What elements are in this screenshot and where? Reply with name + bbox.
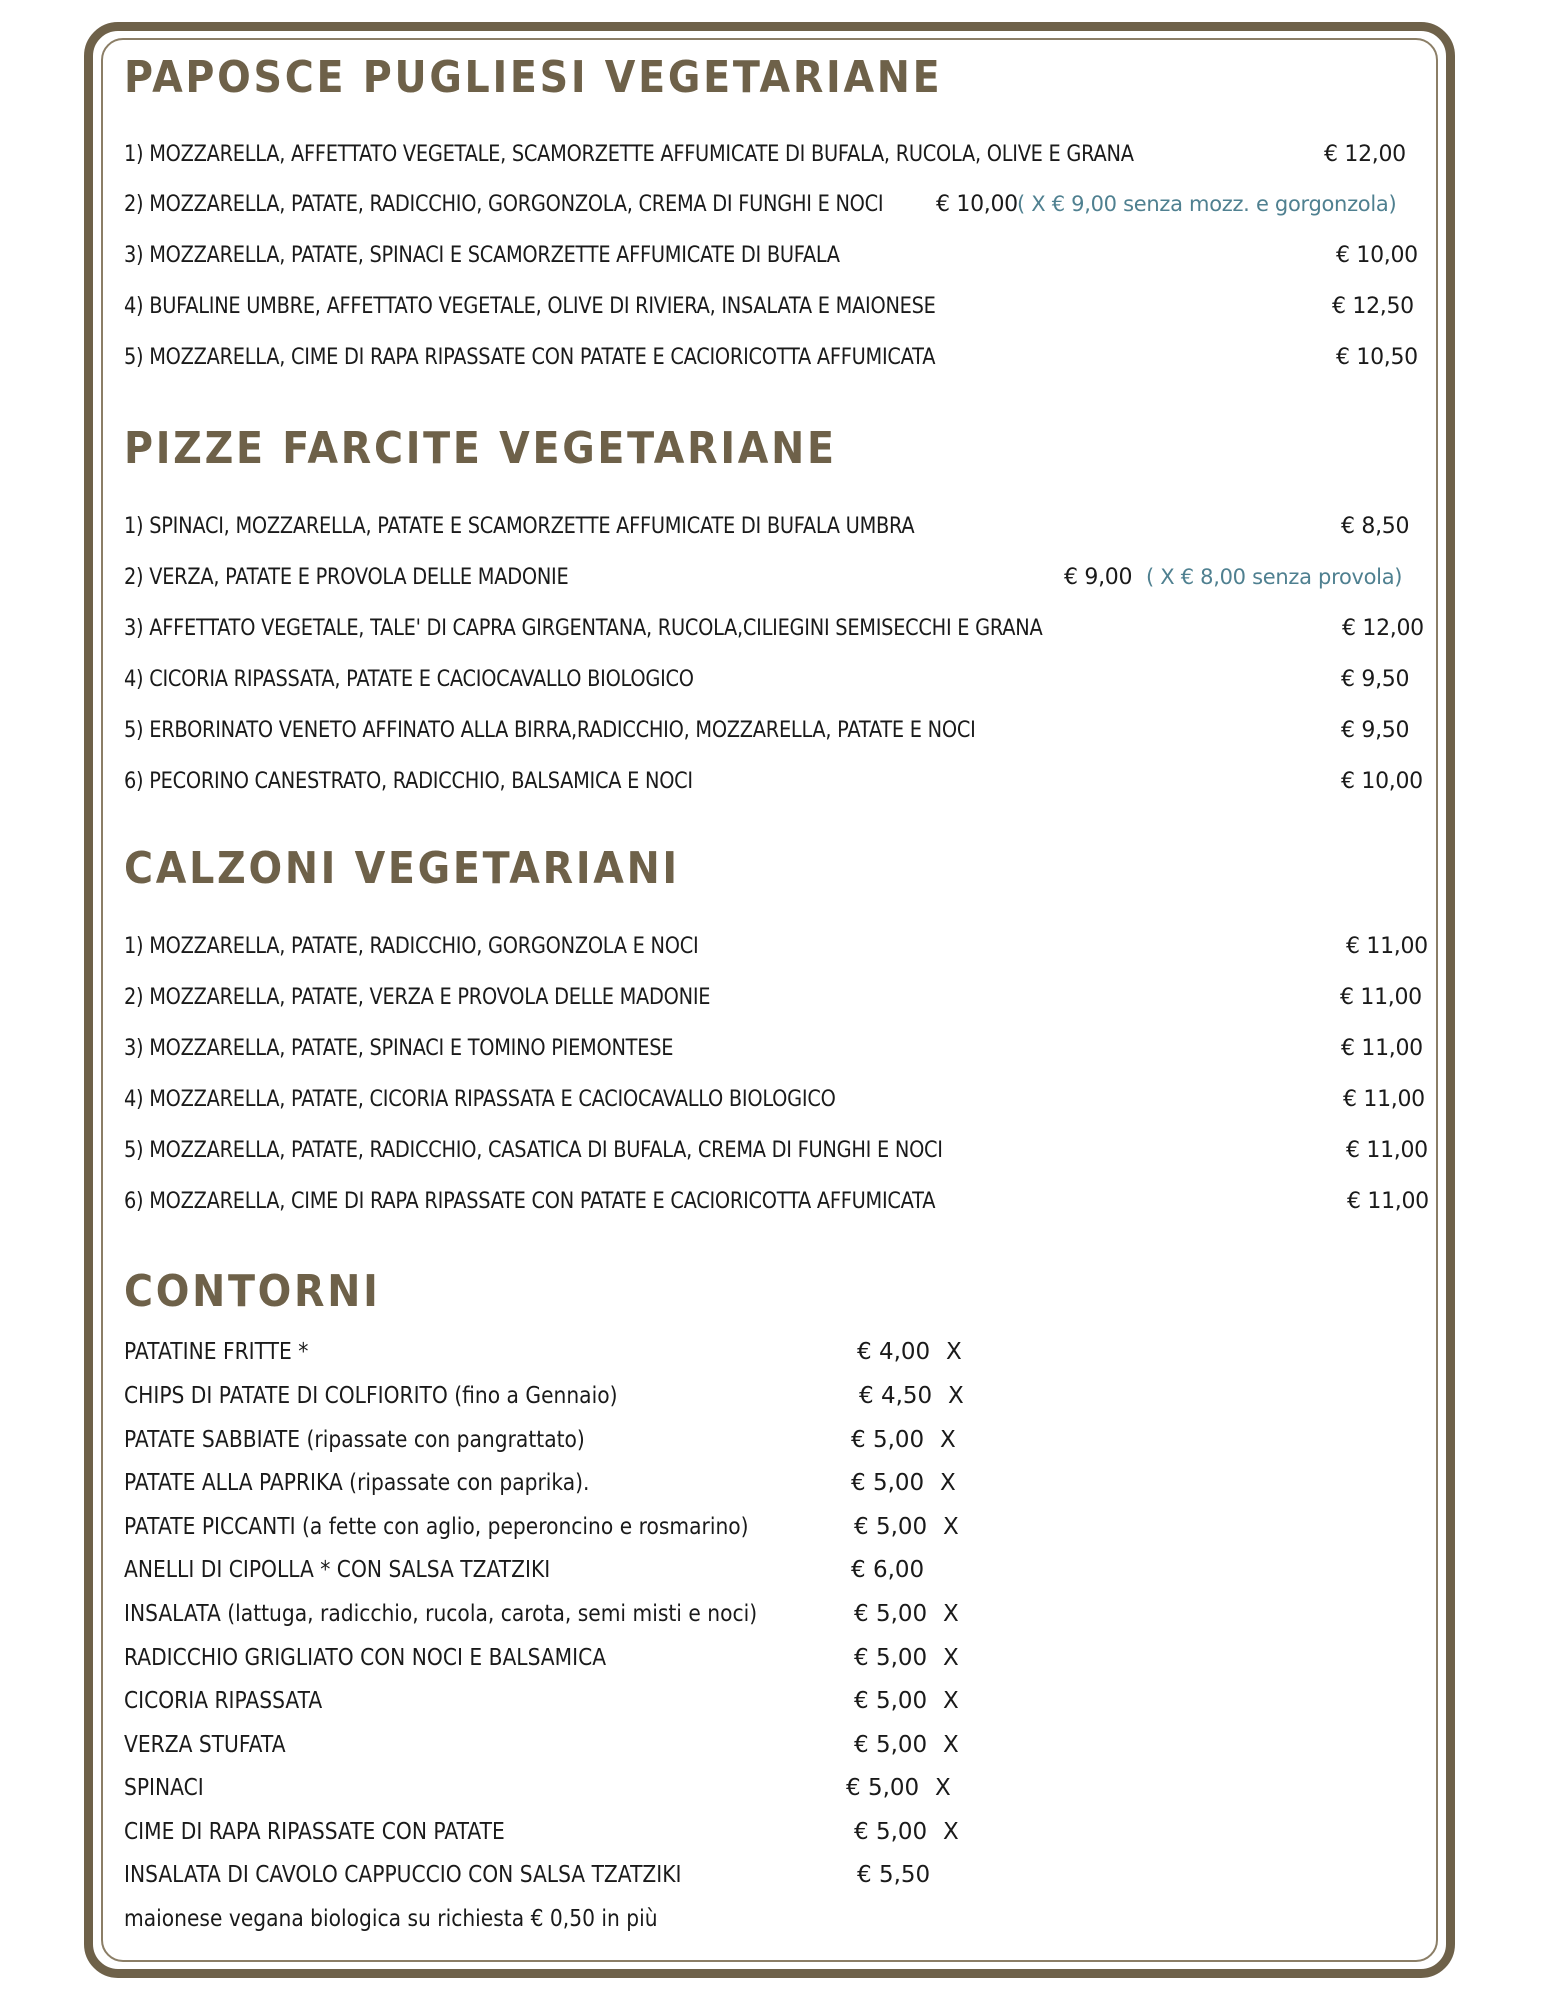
item-name: 2) MOZZARELLA, PATATE, VERZA E PROVOLA DELLE MADONIE — [124, 985, 711, 1010]
menu-item — [124, 667, 1414, 703]
item-price: € 5,00 — [851, 1427, 925, 1453]
item-name: 3) MOZZARELLA, PATATE, SPINACI E SCAMORZETTE AFFUMICATE DI BUFALA — [124, 243, 840, 268]
item-price: € 9,50 — [1341, 667, 1410, 692]
item-name: 3) MOZZARELLA, PATATE, SPINACI E TOMINO PIEMONTESE — [124, 1036, 674, 1061]
item-mark: X — [940, 1427, 956, 1453]
menu-item — [124, 1036, 1423, 1072]
item-name: PATATE PICCANTI (a fette con aglio, peperoncino e rosmarino) — [124, 1514, 749, 1540]
menu-item — [124, 985, 1422, 1021]
item-price: € 5,00 — [854, 1645, 928, 1671]
menu-item — [124, 934, 1428, 970]
item-name: 5) MOZZARELLA, PATATE, RADICCHIO, CASATICA DI BUFALA, CREMA DI FUNGHI E NOCI — [124, 1138, 943, 1163]
item-price: € 10,00 — [1341, 769, 1423, 794]
item-price: € 10,50 — [1336, 345, 1418, 370]
item-price: € 12,50 — [1332, 294, 1414, 319]
item-mark: X — [946, 1339, 962, 1365]
item-name: 4) MOZZARELLA, PATATE, CICORIA RIPASSATA E CACIOCAVALLO BIOLOGICO — [124, 1087, 836, 1112]
section-title-pizze-farcite: PIZZE FARCITE VEGETARIANE — [124, 423, 837, 474]
item-name: 1) MOZZARELLA, PATATE, RADICCHIO, GORGONZOLA E NOCI — [124, 934, 699, 959]
side-item — [124, 1339, 1124, 1375]
item-mark: X — [940, 1470, 956, 1496]
item-price: € 5,00 — [854, 1732, 928, 1758]
item-price: € 4,50 — [859, 1383, 933, 1409]
side-item — [124, 1514, 1124, 1550]
item-name: INSALATA (lattuga, radicchio, rucola, carota, semi misti e noci) — [124, 1601, 758, 1627]
side-item — [124, 1862, 1124, 1898]
footnote: maionese vegana biologica su richiesta € 0,50 in più — [124, 1906, 658, 1932]
item-price: € 10,00 — [936, 192, 1018, 217]
side-item — [124, 1427, 1124, 1463]
side-item — [124, 1383, 1124, 1419]
item-price: € 4,00 — [857, 1339, 931, 1365]
item-name: 2) MOZZARELLA, PATATE, RADICCHIO, GORGONZOLA, CREMA DI FUNGHI E NOCI — [124, 192, 884, 217]
item-price: € 11,00 — [1347, 1189, 1429, 1214]
item-name: CICORIA RIPASSATA — [124, 1688, 323, 1714]
item-note: ( X € 8,00 senza provola) — [1146, 565, 1403, 589]
menu-item — [124, 1138, 1428, 1174]
item-mark: X — [943, 1819, 959, 1845]
item-name: 5) ERBORINATO VENETO AFFINATO ALLA BIRRA,RADICCHIO, MOZZARELLA, PATATE E NOCI — [124, 718, 976, 743]
menu-item — [124, 1189, 1429, 1225]
item-price: € 5,00 — [851, 1470, 925, 1496]
item-mark: X — [943, 1514, 959, 1540]
item-name: PATATINE FRITTE * — [124, 1339, 309, 1365]
side-item — [124, 1732, 1124, 1768]
item-name: SPINACI — [124, 1775, 204, 1801]
item-price: € 11,00 — [1340, 985, 1422, 1010]
section-title-contorni: CONTORNI — [124, 1266, 381, 1317]
item-price: € 5,00 — [854, 1819, 928, 1845]
item-name: 5) MOZZARELLA, CIME DI RAPA RIPASSATE CON PATATE E CACIORICOTTA AFFUMICATA — [124, 345, 936, 370]
item-price: € 5,00 — [854, 1514, 928, 1540]
item-name: 4) CICORIA RIPASSATA, PATATE E CACIOCAVALLO BIOLOGICO — [124, 667, 694, 692]
section-title-calzoni: CALZONI VEGETARIANI — [124, 843, 680, 894]
menu-item — [124, 514, 1414, 550]
side-item — [124, 1645, 1124, 1681]
menu-item — [124, 616, 1424, 652]
item-price: € 10,00 — [1336, 243, 1418, 268]
side-item — [124, 1688, 1124, 1724]
menu-item — [124, 769, 1423, 805]
side-item — [124, 1775, 1124, 1811]
item-name: 3) AFFETTATO VEGETALE, TALE' DI CAPRA GIRGENTANA, RUCOLA,CILIEGINI SEMISECCHI E GRANA — [124, 616, 1043, 641]
item-price: € 11,00 — [1343, 1087, 1425, 1112]
side-item — [124, 1601, 1124, 1637]
item-name: 4) BUFALINE UMBRE, AFFETTATO VEGETALE, OLIVE DI RIVIERA, INSALATA E MAIONESE — [124, 294, 936, 319]
item-name: CHIPS DI PATATE DI COLFIORITO (fino a Gennaio) — [124, 1383, 618, 1409]
item-price: € 5,00 — [854, 1688, 928, 1714]
item-price: € 9,50 — [1341, 718, 1410, 743]
item-name: PATATE ALLA PAPRIKA (ripassate con paprika). — [124, 1470, 590, 1496]
item-name: VERZA STUFATA — [124, 1732, 286, 1758]
menu-item — [124, 243, 1418, 279]
item-price: € 6,00 — [851, 1557, 925, 1583]
side-item — [124, 1470, 1124, 1506]
menu-item — [124, 718, 1414, 754]
menu-item — [124, 294, 1414, 330]
item-name: 6) PECORINO CANESTRATO, RADICCHIO, BALSAMICA E NOCI — [124, 769, 693, 794]
item-price: € 11,00 — [1346, 1138, 1428, 1163]
item-price: € 11,00 — [1341, 1036, 1423, 1061]
item-price: € 11,00 — [1346, 934, 1428, 959]
item-mark: X — [935, 1775, 951, 1801]
item-price: € 5,00 — [846, 1775, 920, 1801]
item-name: 1) MOZZARELLA, AFFETTATO VEGETALE, SCAMORZETTE AFFUMICATE DI BUFALA, RUCOLA, OLIVE E GRANA — [124, 142, 1134, 167]
item-name: PATATE SABBIATE (ripassate con pangrattato) — [124, 1427, 585, 1453]
item-name: 6) MOZZARELLA, CIME DI RAPA RIPASSATE CON PATATE E CACIORICOTTA AFFUMICATA — [124, 1189, 936, 1214]
menu-item — [124, 565, 1414, 601]
item-mark: X — [948, 1383, 964, 1409]
item-mark: X — [943, 1601, 959, 1627]
menu-item — [124, 192, 1414, 228]
item-note: ( X € 9,00 senza mozz. e gorgonzola) — [1017, 192, 1397, 216]
item-price: € 5,50 — [857, 1862, 931, 1888]
item-name: 2) VERZA, PATATE E PROVOLA DELLE MADONIE — [124, 565, 569, 590]
side-item — [124, 1557, 1124, 1593]
item-name: 1) SPINACI, MOZZARELLA, PATATE E SCAMORZETTE AFFUMICATE DI BUFALA UMBRA — [124, 514, 915, 539]
item-price: € 12,00 — [1342, 616, 1424, 641]
item-mark: X — [943, 1732, 959, 1758]
item-price: € 12,00 — [1324, 142, 1406, 167]
item-name: CIME DI RAPA RIPASSATE CON PATATE — [124, 1819, 505, 1845]
section-title-paposce: PAPOSCE PUGLIESI VEGETARIANE — [124, 52, 943, 103]
item-name: INSALATA DI CAVOLO CAPPUCCIO CON SALSA TZATZIKI — [124, 1862, 682, 1888]
item-mark: X — [943, 1688, 959, 1714]
item-price: € 9,00 — [1064, 565, 1133, 590]
menu-item — [124, 345, 1418, 381]
item-price: € 5,00 — [854, 1601, 928, 1627]
item-mark: X — [943, 1645, 959, 1671]
item-price: € 8,50 — [1341, 514, 1410, 539]
menu-item — [124, 1087, 1425, 1123]
menu-item — [124, 142, 1414, 178]
side-item — [124, 1819, 1124, 1855]
item-name: RADICCHIO GRIGLIATO CON NOCI E BALSAMICA — [124, 1645, 607, 1671]
item-name: ANELLI DI CIPOLLA * CON SALSA TZATZIKI — [124, 1557, 551, 1583]
